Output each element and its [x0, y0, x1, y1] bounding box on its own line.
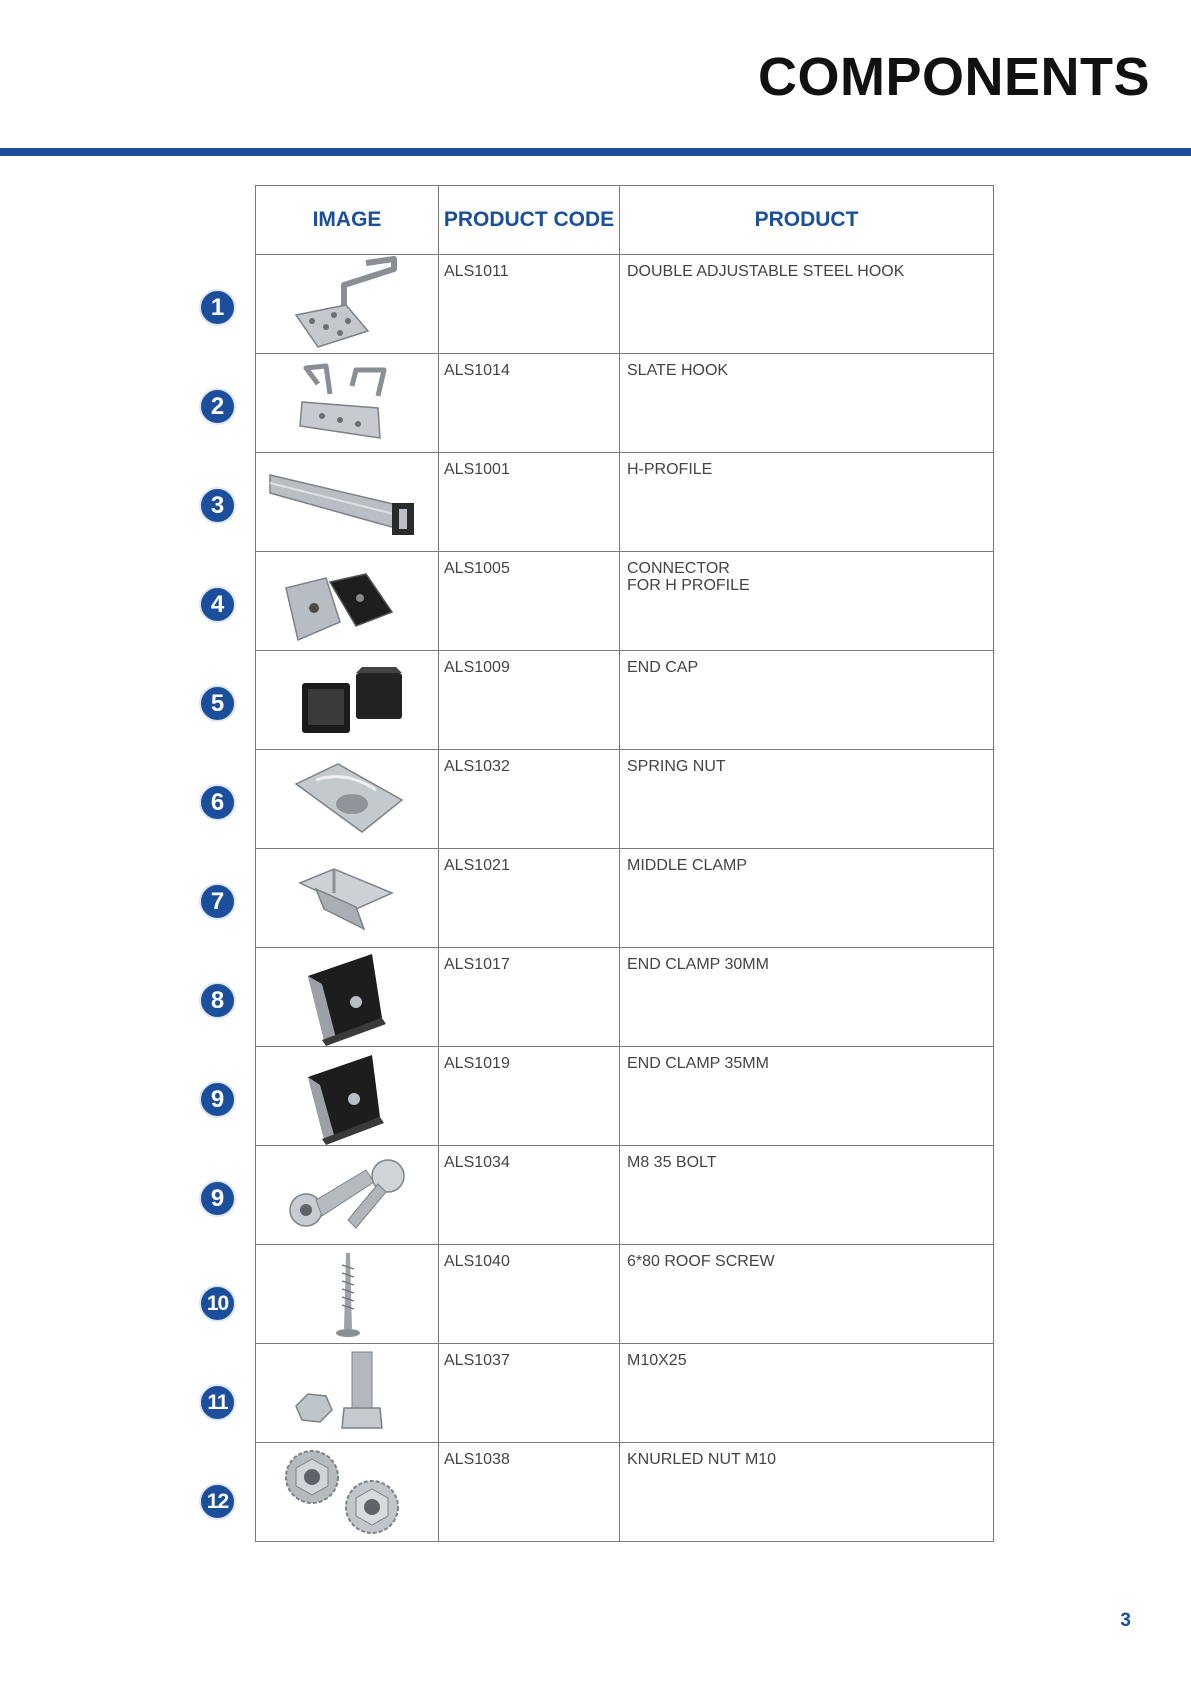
row-badge: 8 — [199, 982, 236, 1019]
table-row — [256, 750, 994, 849]
table-row — [256, 1146, 994, 1245]
product-image-cell — [256, 255, 439, 354]
page-number: 3 — [1120, 1610, 1131, 1631]
row-badge: 5 — [199, 685, 236, 722]
slate-hook-icon — [256, 354, 438, 453]
table-row — [256, 849, 994, 948]
product-name-line: DOUBLE ADJUSTABLE STEEL HOOK — [627, 263, 905, 280]
product-name — [620, 453, 994, 552]
product-code: ALS1011 — [439, 255, 620, 354]
row-badge: 1 — [199, 289, 236, 326]
row-badge: 6 — [199, 784, 236, 821]
product-name — [620, 1344, 994, 1443]
table-row — [256, 453, 994, 552]
product-name-line: SLATE HOOK — [627, 362, 729, 379]
connector-icon — [256, 552, 438, 651]
product-code: ALS1009 — [439, 651, 620, 750]
double-adjustable-steel-hook-icon — [256, 255, 438, 354]
spring-nut-icon — [256, 750, 438, 849]
product-name-line: MIDDLE CLAMP — [627, 857, 748, 874]
product-name-line: M10X25 — [627, 1352, 687, 1369]
product-name-line: END CAP — [627, 659, 699, 676]
product-name — [620, 1245, 994, 1344]
header-image: IMAGE — [256, 186, 439, 255]
product-name — [620, 750, 994, 849]
h-profile-icon — [256, 453, 438, 552]
product-code: ALS1040 — [439, 1245, 620, 1344]
product-code: ALS1014 — [439, 354, 620, 453]
product-code: ALS1037 — [439, 1344, 620, 1443]
product-name-line: END CLAMP 30MM — [627, 956, 769, 973]
product-name-line: FOR H PROFILE — [627, 576, 750, 594]
header-product-code: PRODUCT CODE — [439, 186, 620, 255]
row-badge: 9 — [199, 1081, 236, 1118]
product-code: ALS1032 — [439, 750, 620, 849]
components-table — [255, 185, 994, 1542]
middle-clamp-icon — [256, 849, 438, 948]
product-code: ALS1021 — [439, 849, 620, 948]
product-code: ALS1038 — [439, 1443, 620, 1542]
page-title: COMPONENTS — [757, 47, 1150, 107]
product-image-cell — [256, 1344, 439, 1443]
row-badge: 2 — [199, 388, 236, 425]
table-row — [256, 1443, 994, 1542]
product-name-line: 6*80 ROOF SCREW — [627, 1253, 775, 1270]
product-code: ALS1005 — [439, 552, 620, 651]
product-name-line: END CLAMP 35MM — [627, 1055, 769, 1072]
roof-screw-icon — [256, 1245, 438, 1344]
product-image-cell — [256, 1443, 439, 1542]
product-image-cell — [256, 1245, 439, 1344]
product-name — [620, 651, 994, 750]
table-row — [256, 651, 994, 750]
product-image-cell — [256, 453, 439, 552]
product-image-cell — [256, 651, 439, 750]
product-image-cell — [256, 1146, 439, 1245]
product-name — [620, 849, 994, 948]
product-name-line: CONNECTOR — [627, 560, 730, 577]
row-badge: 11 — [199, 1384, 236, 1421]
product-code: ALS1001 — [439, 453, 620, 552]
product-name — [620, 1146, 994, 1245]
header-product: PRODUCT — [620, 186, 994, 255]
row-badge: 3 — [199, 487, 236, 524]
row-badge: 12 — [199, 1483, 236, 1520]
product-name-line: M8 35 BOLT — [627, 1154, 717, 1171]
knurled-nut-icon — [256, 1443, 438, 1542]
product-name — [620, 552, 994, 651]
product-image-cell — [256, 354, 439, 453]
end-cap-icon — [256, 651, 438, 750]
product-name-line: H-PROFILE — [627, 461, 713, 478]
table-row — [256, 948, 994, 1047]
product-image-cell — [256, 750, 439, 849]
row-badge: 10 — [199, 1285, 236, 1322]
table-row — [256, 1047, 994, 1146]
product-code: ALS1019 — [439, 1047, 620, 1146]
product-code: ALS1017 — [439, 948, 620, 1047]
product-name-line: KNURLED NUT M10 — [627, 1451, 777, 1468]
header-rule — [0, 148, 1191, 156]
product-image-cell — [256, 1047, 439, 1146]
product-image-cell — [256, 948, 439, 1047]
row-badge: 4 — [199, 586, 236, 623]
hex-bolt-icon — [256, 1344, 438, 1443]
product-name-line: SPRING NUT — [627, 758, 726, 775]
table-row — [256, 255, 994, 354]
table-row — [256, 552, 994, 651]
table-row — [256, 354, 994, 453]
row-badge: 7 — [199, 883, 236, 920]
product-code: ALS1034 — [439, 1146, 620, 1245]
table-row — [256, 1245, 994, 1344]
end-clamp-icon — [256, 1047, 438, 1146]
row-badge: 9 — [199, 1180, 236, 1217]
product-image-cell — [256, 552, 439, 651]
product-name — [620, 1443, 994, 1542]
product-name — [620, 255, 994, 354]
product-name — [620, 1047, 994, 1146]
table-header-row — [256, 186, 994, 255]
product-name — [620, 354, 994, 453]
product-image-cell — [256, 849, 439, 948]
product-name — [620, 948, 994, 1047]
end-clamp-icon — [256, 948, 438, 1047]
bolt-icon — [256, 1146, 438, 1245]
table-row — [256, 1344, 994, 1443]
